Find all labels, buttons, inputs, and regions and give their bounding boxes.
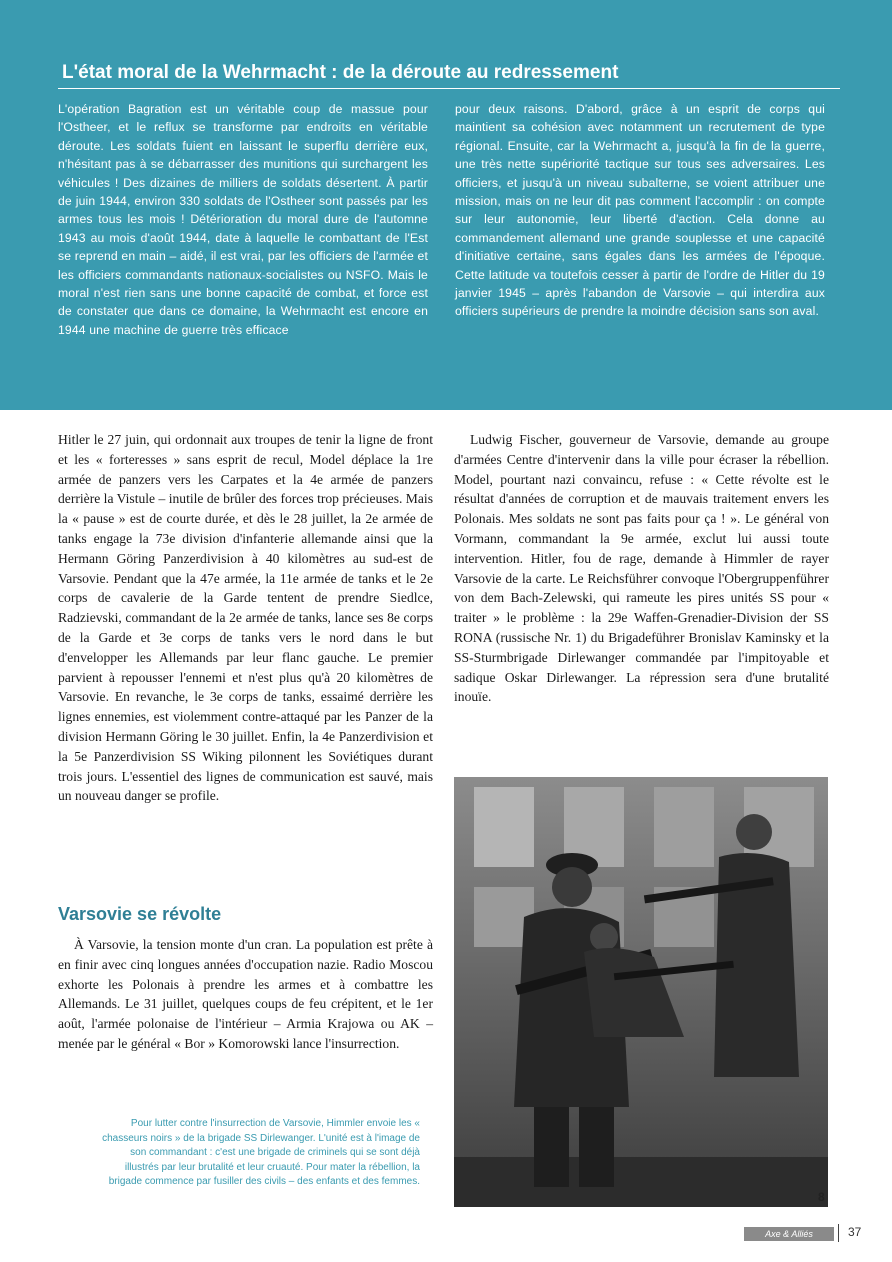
sidebar-title: L'état moral de la Wehrmacht : de la déroute au redressement xyxy=(62,62,619,83)
article-paragraph: À Varsovie, la tension monte d'un cran. La population est prête à en finir avec cinq longues années d'occupation nazie. Radio Moscou exhorte les Polonais à prendre les armes et à combattre les Allemands. Le 31 juillet, quelques coups de feu crépitent, et le 1er août, l'armée polonaise de l'intérieur – Armia Krajowa ou AK – menée par le général « Bor » Komorowski lance l'insurrection. xyxy=(58,937,433,1051)
footer-divider xyxy=(838,1224,839,1242)
photo-caption: Pour lutter contre l'insurrection de Varsovie, Himmler envoie les « chasseurs noirs » de la brigade SS Dirlewanger. L'unité est à l'image de son commandant : c'est une brigade de criminels qui se sont déjà illustrés par leur brutalité et leur cruauté. Pour mater la rébellion, la brigade commence par fusiller des civils – des enfants et des femmes. xyxy=(102,1118,420,1187)
article-paragraph: Ludwig Fischer, gouverneur de Varsovie, demande au groupe d'armées Centre d'intervenir dans la ville pour écraser la rébellion. Model, pourtant nazi convaincu, refuse : « Cette révolte est le résultat d'années de corruption et de mauvais traitement envers les Polonais. Mes soldats ne sont pas faits pour ça ! ». Le général von Vormann, commandant la 9e armée, exclut lui aussi toute intervention. Hitler, fou de rage, demande à Himmler de rayer Varsovie de la carte. Le Reichsführer convoque l'Obergruppenführer von dem Bach-Zelewski, qui rameute les pires unités SS pour « traiter » le problème : la 29e Waffen-Grenadier-Division der SS RONA (russische Nr. 1) du Brigadeführer Bronislav Kaminsky et la SS-Sturmbrigade Dirlewanger commandée par l'impitoyable et sadique Oskar Dirlewanger. La répression sera d'une brutalité inouïe. xyxy=(454,432,829,705)
section-heading: Varsovie se révolte xyxy=(58,904,222,924)
page-number: 37 xyxy=(848,1225,862,1239)
sidebar-title-rule xyxy=(58,88,840,89)
sidebar-box xyxy=(0,0,892,410)
sidebar-column-left: L'opération Bagration est un véritable coup de massue pour l'Ostheer, et le reflux se transforme par endroits en véritable déroute. Les soldats fuient en laissant le superflu derrière eux, n'hésitant pas à se débarrasser des munitions qui surchargent les véhicules ! Des dizaines de milliers de soldats désertent. À partir de juin 1944, environ 330 soldats de l'Ostheer sont passés par les armes tous les mois ! Détérioration du moral dure de l'automne 1943 au mois d'août 1944, date à laquelle le combattant de l'Est se reprend en main – aidé, il est vrai, par les officiers de l'armée et les officiers commandants nationaux-socialistes ou NSFO. Mais le moral n'est rien sans une bonne capacité de combat, et force est de constater que dans ce domaine, la Wehrmacht est encore en 1944 une machine de guerre très efficace xyxy=(58,102,428,337)
photo-credit: 8 xyxy=(818,1190,825,1204)
photo-image xyxy=(454,777,828,1207)
sidebar-column-right: pour deux raisons. D'abord, grâce à un esprit de corps qui maintient sa cohésion avec notamment un recrutement de type régional. Ensuite, car la Wehrmacht a, jusqu'à la fin de la guerre, une très nette supériorité tactique sur tous ses adversaires. Les officiers, et jusqu'à un niveau subalterne, se voient attribuer une mission, mais on ne leur dit pas comment l'accomplir : on compte sur leur autonomie, leur liberté d'action. Cela donne au commandement allemand une grande souplesse et une capacité d'initiative certaine, sans égales dans les armées de l'époque. Cette latitude va toutefois cesser à partir de l'ordre de Hitler du 19 janvier 1945 – après l'abandon de Varsovie – qui interdira aux officiers supérieurs de prendre la moindre décision sans son aval. xyxy=(455,102,825,319)
magazine-tag: Axe & Alliés xyxy=(744,1227,834,1241)
historical-photo xyxy=(454,777,828,1207)
article-column-left-lower xyxy=(58,935,433,1054)
article-paragraph: Hitler le 27 juin, qui ordonnait aux troupes de tenir la ligne de front et les « forteresses » sans esprit de recul, Model déplace la 1re armée de panzers vers les Carpates et la 4e armée de panzers derrière la Vistule – inutile de brûler des forces trop précieuses. Mais la « pause » est de courte durée, et dès le 28 juillet, la 2e armée de tanks engage la 73e division d'infanterie allemande ainsi que la Hermann Göring Panzerdivision à 40 kilomètres au sud-est de Varsovie. Pendant que la 47e armée, la 11e armée de tanks et le 2e corps de cavalerie de la Garde tentent de prendre Siedlce, Radzievski, commandant de la 2e armée de tanks, lance ses 8e corps de la Garde et 3e corps de tanks vers le nord dans le but d'envelopper les Allemands par leur flanc gauche. Le premier parvient à repousser l'ennemi et n'est plus qu'à 20 kilomètres de Varsovie. En revanche, le 3e corps de tanks, essaimé derrière les lignes ennemies, est violemment contre-attaqué par les Panzer de la division Hermann Göring le 30 juillet. Enfin, la 4e Panzerdivision et la 5e Panzerdivision SS Wiking pilonnent les Soviétiques durant trois jours. L'essentiel des lignes de communication est sauvé, mais un nouveau danger se profile. xyxy=(58,432,433,804)
article-column-right xyxy=(454,430,829,707)
article-column-left xyxy=(58,430,433,806)
